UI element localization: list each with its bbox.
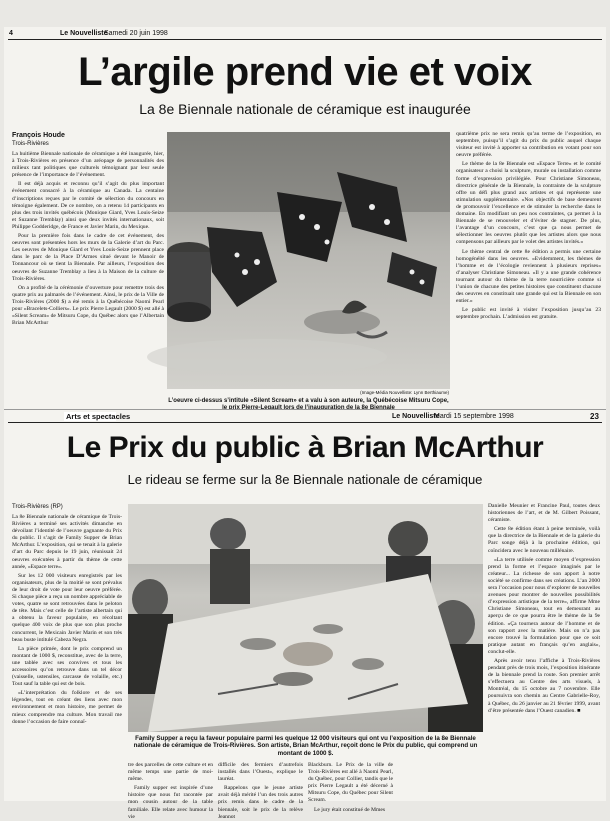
header-rule (8, 39, 602, 40)
headline: L’argile prend vie et voix (78, 50, 532, 94)
dateline: Trois-Rivières (RP) (12, 504, 63, 510)
paragraph: Sur les 12 000 visiteurs enregistrés par les organisateurs, plus de la moitié se sont prévalus de leur droit de vote pour leur oeuvre préférée. Si chaque pièce a reçu un nombre appréciable de votes, quatre se sont retrouvées dans le peloton de tête. Mais c’est celle de l’artiste albertain qui a obtenu la faveur populaire, en récoltant quelque 400 voix de plus que son plus proche concurrent, le Mexicain Javier Marin et son très beau buste intitulé Cabeza Negra. (12, 572, 122, 643)
paper-name: Le Nouvelliste (392, 413, 440, 420)
family-supper-photo (128, 504, 483, 732)
subheadline: La 8e Biennale nationale de céramique est inaugurée (139, 101, 471, 117)
dateline: Trois-Rivières (12, 141, 49, 147)
paragraph: «L’interprétation du folklore et de ses légendes, tout en créant des liens avec mon environnement et mon histoire, me permet de mieux comprendre ma culture. Mon travail me donne l’occasion de faire connaî- (12, 690, 122, 725)
photo-caption: L’oeuvre ci-dessus s’intitule «Silent Scream» et a valu à son auteure, la Québécoise Mitsuru Cope, (168, 398, 449, 404)
paragraph: «La terre utilisée comme moyen d’expression prend la forme et l’espace imaginés par le créateur... La richesse de son apport à notre société se confirme dans ses créations. L’an 2000 sera l’occasion pour nous d’explorer de nouvelles avenues pour montrer de nouvelles possibilités d’expression artistique de la terre», affirme Mme Christiane Simoneau, tout en demeurant au aperçu de ce que pourra être le thème de la 9e édition. «Ça tournera autour de l’homme et de son rapport avec la matière. Mais on n’a pas encore trouvé la formulation pour que ce soit pratique autant en français qu’en anglais», conclut-elle. (488, 556, 600, 655)
article-column-4 (308, 762, 393, 813)
issue-date: Mardi 15 septembre 1998 (434, 413, 514, 420)
paragraph: Le public est invité à visiter l’exposition jusqu’au 23 septembre prochain. L’admission est gratuite. (456, 307, 601, 321)
paragraph: Blackburn. Le Prix de la ville de Trois-Rivières est allé à Naomi Pearl, du Québec, pour Collier, tandis que le prix Pierre Legault a été décerné à Mitsuru Cope, du Québec pour Silent Scream. (308, 762, 393, 804)
paragraph: La huitième Biennale nationale de céramique a été inaugurée, hier, à Trois-Rivières en présence d’un aréopage de personnalités des milieux tant politiques que culturels témoignant par leur seule présence de l’importance de l’événement. (12, 151, 164, 179)
article-column-5 (488, 503, 600, 799)
section-label: Arts et spectacles (66, 412, 131, 421)
sculpture-photo (167, 132, 450, 389)
paragraph: Le thème central de cette 8e édition a permis une certaine homogénéité dans les oeuvres. «Evidemment, les thèmes de l’homme et de l’écologie reviennent à plusieurs reprises» d’analyser Christiane Simoneau. «Il y a une grande cohérence tournant autour du thème de la terre nourricière comme si l’union de chacune des petites histoires que constituent chacune des oeuvres en constituait une grande qui est la Biennale en son entier.» (456, 248, 601, 305)
page-number: 4 (9, 30, 13, 37)
clipping-1 (4, 27, 606, 427)
paper-name: Le Nouvelliste (60, 30, 108, 37)
paragraph: La 8e Biennale nationale de céramique de Trois-Rivières a terminé ses activités dimanche en dévoilant l’identité de l’oeuvre gagnante du Prix du public. Il s’agit de Family Supper de Brian McArthur. L’exposition, qui se tenait à la galerie d’art du Parc depuis le 19 juin, réunissait 24 oeuvres exécutées à partir du thème de cette année, «Espace terre». (12, 514, 122, 570)
byline: François Houde (12, 132, 65, 139)
paragraph: La pièce primée, dont le prix comprend un montant de 1000 $, reconstitue, avec de la terre, une tablée avec ses convives et tous les accessoires qu’on retrouve dans un tel décor (vaisselle, ustensiles, carcasse de volaille, etc.) Tout sauf la table qui est de bois. (12, 645, 122, 688)
photo-credit: (Image-Média Nouvelliste: Lynn Berthiaume) (360, 390, 449, 395)
paragraph: Pour la première fois dans le cadre de cet événement, des oeuvres sont présentées hors les murs de la Galerie d’art du Parc. Les oeuvres de Monique Giard et Yves Louis-Seize prennent place dans le parc de la Place D’Armes situé devant le Manoir de Tonnancour où se tient la Biennale. Par ailleurs, l’exposition des oeuvres de Suzanne Tremblay a lieu à la Maison de la culture de Trois-Rivières. (12, 233, 164, 282)
paragraph: Danielle Meunier et Francine Paul, toutes deux historiennes de l’art, et de M. Gilbert Poissant, céramiste. (488, 503, 600, 524)
paragraph: On a profité de la cérémonie d’ouverture pour remettre trois des quatre prix au palmarès de l’événement. Ainsi, le prix de la Ville de Trois-Rivières (2000 $) a été remis à la Québécoise Naomi Pearl pour «Bracelets-Colliers». Le prix Pierre Legault (2000 $) est allé à «Silent Scream» de Mitsuru Cope, du Québec alors que l’Albertain Brian McArthur (12, 284, 164, 327)
paragraph: Cette 8e édition étant à peine terminée, voilà que la directrice de la Biennale et de la galerie du Parc songe déjà à la prochaine édition, qui coïncidera avec le nouveau millénaire. (488, 526, 600, 554)
clipping-2 (4, 409, 606, 820)
article-column-3 (218, 762, 303, 820)
subheadline: Le rideau se ferme sur la 8e Biennale nationale de céramique (127, 472, 483, 487)
article-column-1 (12, 131, 164, 427)
article-column-3 (456, 131, 601, 427)
photo-caption: Family Supper a reçu la faveur populaire parmi les quelque 12 000 visiteurs qui ont vu l’exposition de la 8e Biennale nationale de céramique de Trois-Rivières. Son artiste, Brian McArthur, reçoit donc le Prix du public, qui comprend un montant de 1000 $. (133, 735, 478, 757)
paragraph: difficile des fermiers d’autrefois installés dans l’Ouest», explique le lauréat. (218, 762, 303, 783)
paragraph: Le thème de la 8e Biennale est «Espace Terre» et le comité organisateur a choisi la sculpture, murale ou installation comme forme d’expression privilégiée. Pour Christiane Simoneau, directrice générale de la Biennale, la contrainte de la sculpture offre un défi plus grand aux artistes et qui représente une stimulation supplémentaire. «Nos objectifs de base demeurent de promouvoir l’excellence et de stimuler la recherche dans le domaine. En modifiant un peu nos contraintes, ça permet à la Biennale de se renouveler et d’éviter de stagner. De plus, l’avantage d’un concours, c’est que ça nous permet de sélectionner les oeuvres plutôt que les artistes alors que nous compensons par ailleurs par le volet des artistes invités.» (456, 161, 601, 246)
paragraph: Rappelons que le jeune artiste avait déjà mérité l’un des trois autres prix remis dans le cadre de la biennale, soit le prix de la relève Jeannot (218, 785, 303, 820)
headline: Le Prix du public à Brian McArthur (66, 431, 544, 464)
paragraph: tre des parcelles de cette culture et en même temps une partie de moi-même. (128, 762, 213, 783)
paragraph: Family supper est inspirée d’une histoire que nous fut racontée par mon cousin autour de la table familiale. Elle relate avec humour la vie (128, 785, 213, 820)
article-column-2 (128, 762, 213, 820)
page-number: 23 (590, 412, 599, 421)
sculpture-illustration (167, 132, 450, 389)
paragraph: quatrième prix ne sera remis qu’au terme de l’exposition, en septembre, puisqu’il s’agit du prix du public auquel chaque visiteur est invité à apporter sa contribution en votant pour son oeuvre préférée. (456, 131, 601, 159)
article-column-1 (12, 503, 122, 799)
paragraph: Après avoir tenu l’affiche à Trois-Rivières pendant près de trois mois, l’exposition itinérante de la biennale prend la route. Son premier arrêt s’effectuera au Centre des arts visuels, à Montréal, du 15 octobre au 7 novembre. Elle poursuivra son chemin au Centre Gabrielle-Roy, à Québec, du 26 janvier au 21 février 1999, avant d’être présentée dans l’Ouest canadien. ■ (488, 657, 600, 714)
paragraph: Il est déjà acquis et reconnu qu’il s’agit du plus important événement consacré à la céramique au Canada. La centaine d’inscriptions reçues par le comité de sélection du concours en témoigne également. De ce nombre, on a retenu 14 participants en plus des trois invités québécois (Monique Giard, Yves Louis-Seize et Suzanne Tremblay) ainsi que deux invités internationaux, soit Philippe Godderidge, de France et Javier Marin, du Mexique. (12, 181, 164, 230)
header-rule (8, 422, 602, 423)
issue-date: Samedi 20 juin 1998 (104, 30, 168, 37)
family-supper-illustration (128, 504, 483, 732)
paragraph: Le jury était constitué de Mmes (314, 806, 385, 813)
